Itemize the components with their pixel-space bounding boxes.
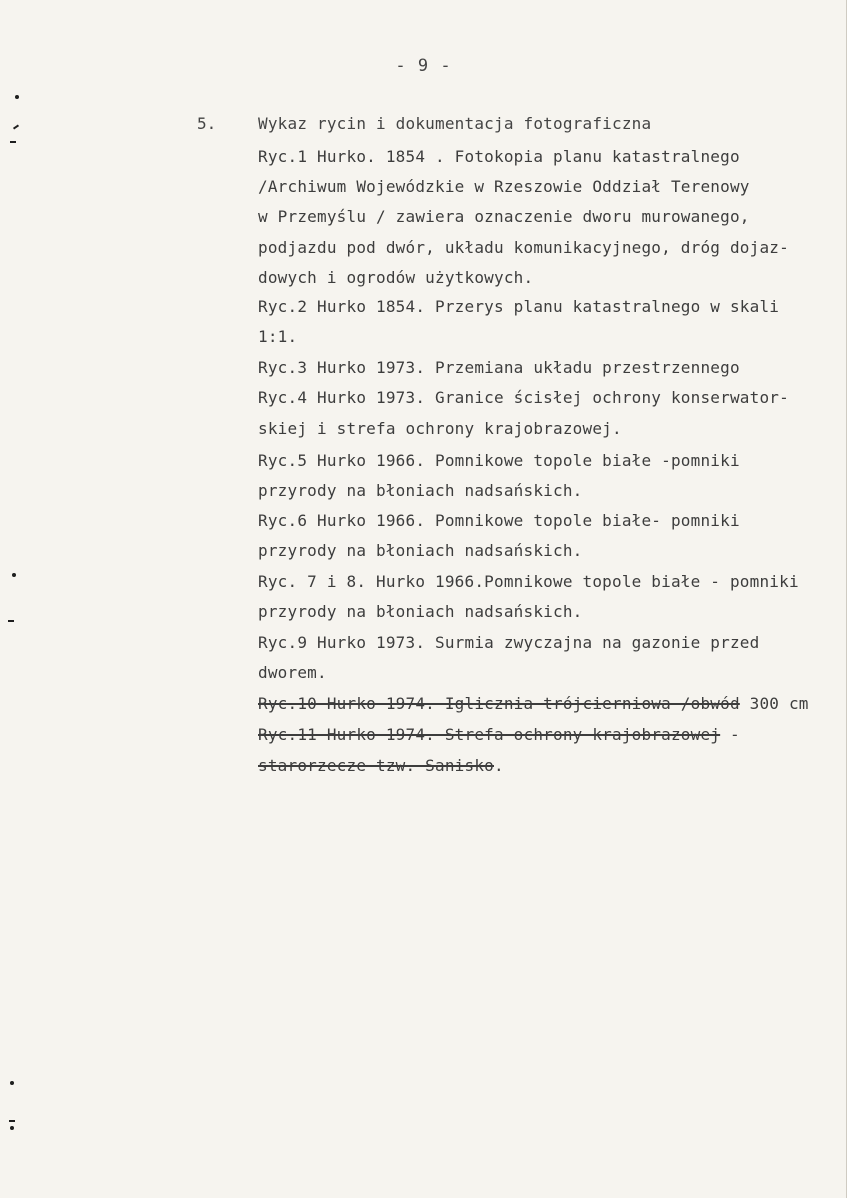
list-line: przyrody na błoniach nadsańskich. (258, 541, 583, 560)
list-line: Ryc.9 Hurko 1973. Surmia zwyczajna na gazonie przed (258, 633, 760, 652)
list-line: przyrody na błoniach nadsańskich. (258, 481, 583, 500)
list-line: dworem. (258, 663, 327, 682)
struck-text: starorzecze tzw. Sanisko (258, 756, 494, 775)
section-heading: Wykaz rycin i dokumentacja fotograficzna (258, 114, 652, 133)
margin-mark (15, 95, 19, 99)
list-line: skiej i strefa ochrony krajobrazowej. (258, 419, 622, 438)
struck-list-line (258, 694, 809, 713)
margin-mark (13, 124, 19, 129)
list-line: Ryc.3 Hurko 1973. Przemiana układu przestrzennego (258, 358, 740, 377)
margin-mark (9, 1120, 15, 1122)
list-line: Ryc.5 Hurko 1966. Pomnikowe topole białe -pomniki (258, 451, 740, 470)
section-number: 5. (197, 114, 217, 133)
list-line: dowych i ogrodów użytkowych. (258, 268, 534, 287)
margin-mark (10, 1126, 14, 1130)
plain-text: - (720, 725, 740, 744)
list-line: 1:1. (258, 327, 298, 346)
margin-mark (10, 1081, 14, 1085)
plain-text: 300 cm (739, 694, 809, 713)
margin-mark (8, 620, 14, 622)
list-line: podjazdu pod dwór, układu komunikacyjnego, dróg dojaz- (258, 238, 789, 257)
list-line: Ryc.2 Hurko 1854. Przerys planu katastralnego w skali (258, 297, 780, 316)
page-number: - 9 - (395, 56, 452, 76)
list-line: przyrody na błoniach nadsańskich. (258, 602, 583, 621)
struck-list-line (258, 756, 504, 775)
struck-text: Ryc.10 Hurko 1974. Iglicznia trójcierniowa /obwód (258, 694, 740, 713)
plain-text: . (494, 756, 504, 775)
list-line: Ryc. 7 i 8. Hurko 1966.Pomnikowe topole białe - pomniki (258, 572, 799, 591)
margin-mark (10, 141, 16, 143)
struck-list-line (258, 725, 740, 744)
list-line: /Archiwum Wojewódzkie w Rzeszowie Oddział Terenowy (258, 177, 750, 196)
list-line: w Przemyślu / zawiera oznaczenie dworu murowanego, (258, 207, 750, 226)
list-line: Ryc.1 Hurko. 1854 . Fotokopia planu katastralnego (258, 147, 740, 166)
list-line: Ryc.4 Hurko 1973. Granice ścisłej ochrony konserwator- (258, 388, 789, 407)
list-line: Ryc.6 Hurko 1966. Pomnikowe topole białe- pomniki (258, 511, 740, 530)
struck-text: Ryc.11 Hurko 1974. Strefa ochrony krajobrazowej (258, 725, 721, 744)
margin-mark (12, 573, 16, 577)
